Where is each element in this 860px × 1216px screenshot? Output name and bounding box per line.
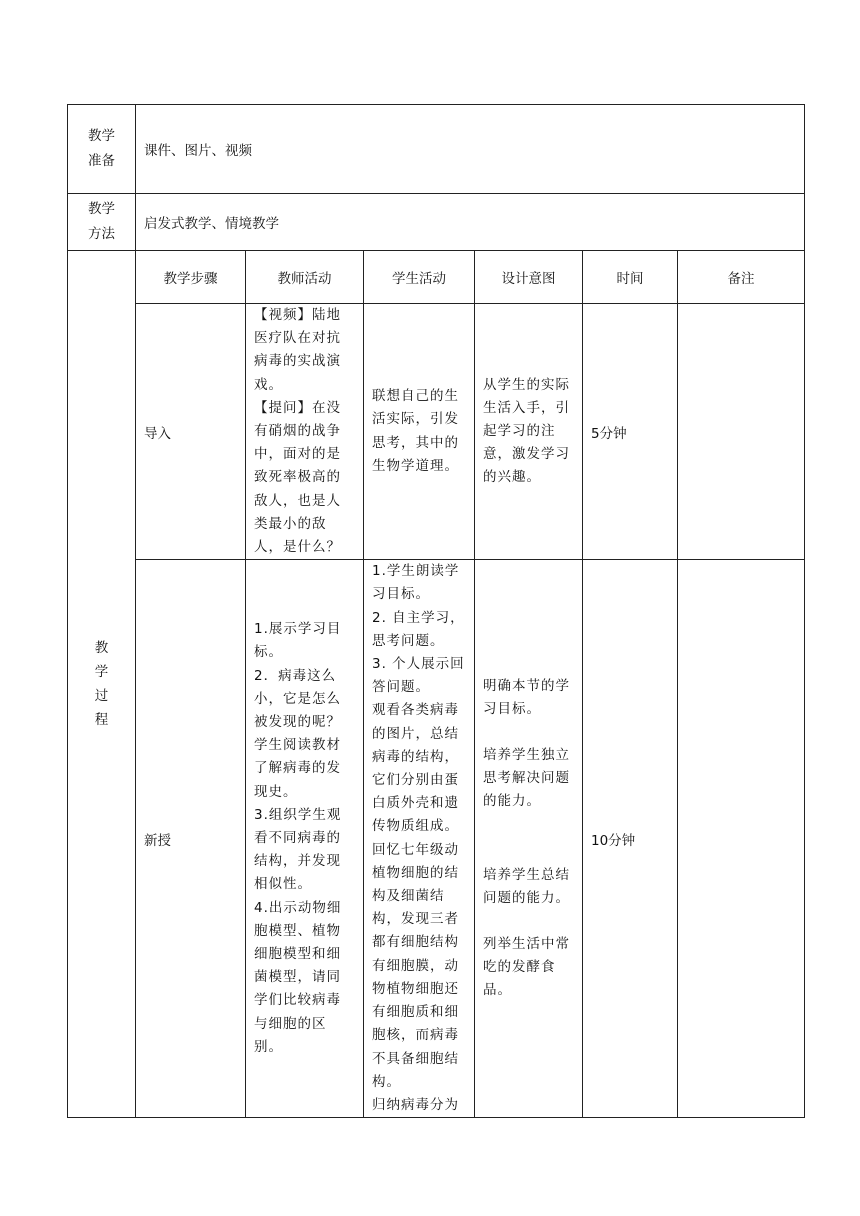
prep-value: 课件、图片、视频 [136, 105, 805, 194]
process-label: 教 学 过 程 [68, 251, 136, 1118]
step-cell: 新授 [136, 560, 246, 1118]
student-activity-cell: 1.学生朗读学习目标。 2. 自主学习，思考问题。 3. 个人展示回答问题。 观看各类病毒的图片，总结病毒的结构，它们分别由蛋白质外壳和遗传物质组成。 回忆七年级动植物细胞的结构及细菌结构，发现三者都有细胞结构有细胞膜，动物植物细胞还有细胞质和细胞核，而病毒不具备细胞结构。 归纳病毒分为 [364, 560, 475, 1118]
header-note: 备注 [678, 251, 805, 304]
method-row [68, 194, 805, 251]
teacher-activity-cell: 1.展示学习目标。 2．病毒这么小，它是怎么被发现的呢？学生阅读教材了解病毒的发现史。 3.组织学生观看不同病毒的结构，并发现相似性。 4.出示动物细胞模型、植物细胞模型和细菌模型，请同学们比较病毒与细胞的区别。 [246, 560, 364, 1118]
step-cell: 导入 [136, 304, 246, 560]
note-cell [678, 560, 805, 1118]
method-value: 启发式教学、情境教学 [136, 194, 805, 251]
note-cell [678, 304, 805, 560]
method-label: 教学 方法 [68, 194, 136, 251]
header-intent: 设计意图 [475, 251, 583, 304]
teacher-activity-cell: 【视频】陆地医疗队在对抗病毒的实战演戏。 【提问】在没有硝烟的战争中，面对的是致死率极高的敌人，也是人类最小的敌人，是什么？ [246, 304, 364, 560]
design-intent-cell: 从学生的实际生活入手，引起学习的注意，激发学习的兴趣。 [475, 304, 583, 560]
lesson-plan-table [67, 104, 805, 1118]
header-student: 学生活动 [364, 251, 475, 304]
header-step: 教学步骤 [136, 251, 246, 304]
prep-row [68, 105, 805, 194]
time-cell: 10分钟 [583, 560, 678, 1118]
process-header-row [68, 251, 805, 304]
prep-label: 教学 准备 [68, 105, 136, 194]
student-activity-cell: 联想自己的生活实际，引发思考，其中的生物学道理。 [364, 304, 475, 560]
table-row [68, 560, 805, 1118]
header-teacher: 教师活动 [246, 251, 364, 304]
design-intent-cell: 明确本节的学习目标。 培养学生独立思考解决问题的能力。 培养学生总结问题的能力。 列举生活中常吃的发酵食品。 [475, 560, 583, 1118]
time-cell: 5分钟 [583, 304, 678, 560]
header-time: 时间 [583, 251, 678, 304]
table-row [68, 304, 805, 560]
